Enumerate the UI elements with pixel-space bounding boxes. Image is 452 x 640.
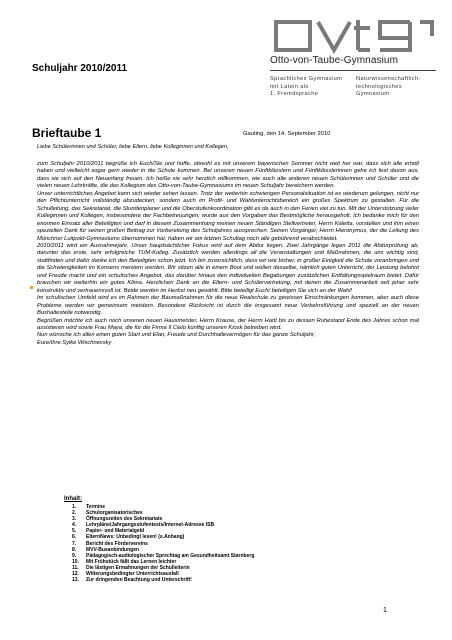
logo-school-name: Otto-von-Taube-Gymnasium: [270, 55, 399, 66]
contents-item-number: 2.: [72, 510, 77, 517]
contents-item-text: Bericht des Fördervereins: [86, 540, 148, 547]
signature: Eure/Ihre Sylke Wischnevsky: [37, 339, 112, 346]
letter-title: Brieftaube 1: [32, 126, 102, 140]
page-number: 1: [383, 607, 387, 614]
paragraph-wishes: Nun wünsche ich allen einen guten Start und Elan, Freude und Durchhaltevermögen für das ganze Schuljahr,: [37, 332, 316, 339]
contents-item-text: Pädagogisch-audiologischer Sprechtag am Gesundheitsamt Starnberg: [86, 552, 255, 559]
contents-item-number: 11.: [72, 564, 79, 571]
letter-body: [37, 161, 419, 347]
contents-item-text: MVV-Busanbindungen: [86, 546, 140, 553]
logo-divider: [270, 70, 436, 71]
contents-item-text: Zur dringenden Beachtung und Unterschrift!: [86, 577, 192, 584]
contents-item-number: 13.: [72, 577, 79, 584]
contents-item-number: 5.: [72, 528, 77, 535]
contents-item-number: 6.: [72, 534, 77, 541]
contents-item-text: Papier- und Materialgeld: [86, 528, 145, 535]
paragraph-staff: Begrüßen möchte ich auch noch unseren neuen Hausmeister, Herrn Krause, der Herrn Hartl bis zu dessen Ruhestand Ende des Jahres schon mal assistieren wird sowie Frau Maya, die für die Firma Il Cielo künftig unseren Kiosk betreiben wird.: [37, 317, 419, 331]
contents-item-text: Lehrpläne/Jahrgangsstufentests/Internet-Adresse ISB: [86, 522, 215, 529]
contents-item-text: Witterungsbedingter Unterrichtsausfall: [86, 571, 179, 578]
school-logo: [270, 16, 436, 99]
ovtg-logo-graphic: [270, 16, 436, 54]
profile-line: Naturwissenschaftlich-: [356, 76, 421, 82]
profile-line: 1. Fremdsprache: [270, 91, 319, 98]
contents-list: [72, 504, 254, 583]
profile-languages: [270, 76, 350, 99]
contents-item-number: 7.: [72, 540, 77, 547]
school-profiles: [270, 76, 436, 99]
paragraph-abitur: 2010/2011 wird ein Ausnahmejahr. Unser hauptsächlicher Fokus wird auf dem Abitur liegen. Zwei Jahrgänge legen 2011 die Abiturprüfung ab, darunter das erste, sehr erfolgreiche TUM-Kolleg. Zusätzlich werden allerdings all die Veranstaltungen und Maßnahmen, die uns wichtig sind, stattfinden und dafür danke ich den Beteiligten schon jetzt. Ich bin zuversichtlich, dass wir wie bisher, in großer Einigkeit die Schule voranbringen und die Schwierigkeiten im Konsens meistern werden. Wir sitzen alle in einem Boot und wollen dasselbe, nämlich guten Unterricht, der Leistung belohnt und Freude macht und ein schulisches Angebot, das darüber hinaus den individuellen Begabungen zusätzlichen Entfaltungsspielraum bietet. Dafür brauchen wir weiterhin ein gutes Klima. Herzlichen Dank an die Eltern- und Schülervertretung, mit denen die Zusammenarbeit seit jeher sehr konstruktiv und vertrauensvoll ist. Beide werden im Herbst neu gewählt. Bitte beteiligt Euch/ beteiligen Sie sich an der Wahl!: [37, 242, 419, 294]
contents-item: [72, 577, 254, 583]
contents-item-text: Termine: [86, 504, 106, 510]
contents-item-number: 12.: [72, 571, 79, 578]
contents-item-text: ElternNews: Unbedingt lesen! (s.Anhang): [86, 534, 185, 541]
profile-science: [356, 76, 436, 99]
contents-label: Inhalt:: [64, 496, 82, 502]
paragraph-construction: Im schulischen Umfeld wird es im Rahmen der Baumaßnahmen für die neue Realschule zu gewissen Einschränkungen kommen, aber auch diese Probleme werden wir gemeinsam meistern. Besondere Rücksicht ist durch die insgesamt neue Verkehrsführung und speziell an der neuen Bushaltestelle notwendig.: [37, 295, 419, 317]
contents-item-text: Öffnungszeiten des Sekretariats: [86, 516, 163, 523]
profile-line: technologisches: [356, 83, 403, 90]
paragraph-welcome: zum Schuljahr 2010/2011 begrüße ich Euch/Sie und hoffe, obwohl es mit unserem bayerischen Sommer nicht weit her war, dass sich alle erholt haben und vielleicht sogar gern wieder in die Schule kommen. Bei unseren neuen Fünftklässlern und Fünftklässlerinnen gehe ich fest davon aus, dass sie sich auf den Neuanfang freuen. Ich heiße sie sehr herzlich willkommen, wie auch alle anderen neuen Schülerinnen und Schüler und die vielen neuen Lehrkräfte, die das Kollegium des Otto-von-Taube-Gymnasiums im neuen Schuljahr bereichern werden.: [37, 161, 419, 190]
contents-item-number: 10.: [72, 558, 79, 565]
letter-greeting: Liebe Schülerinnen und Schüler, liebe Eltern, liebe Kolleginnen und Kollegen,: [37, 144, 229, 150]
contents-item-number: 9.: [72, 552, 77, 559]
contents-item-number: 8.: [72, 546, 77, 553]
contents-item-text: Die lästigen Ermahnungen der Schulleiterin: [86, 564, 190, 571]
contents-item-text: Mit Frühstück fällt das Lernen leichter: [86, 558, 177, 565]
contents-item-number: 3.: [72, 516, 77, 523]
contents-item-number: 4.: [72, 522, 77, 529]
letter-dateline: Gauting, den 14. September 2010: [243, 131, 331, 137]
profile-line: Gymnasium: [356, 91, 390, 98]
profile-line: Sprachliches Gymnasium: [270, 76, 343, 82]
margin-marker: [30, 286, 33, 289]
paragraph-offer: Unser unterrichtliches Angebot kann sich wieder sehen lassen. Trotz der weiterhin schwierigen Personalsituation ist es wiederum gelungen, nicht nur den Pflichtunterricht vollständig abzudecken, sondern auch im Profil- und Wahlunterrichtsbereich ein großes Spektrum zu gestalten. Für die Schulleitung, das Sekretariat, die Stundenplaner und die Oberstufenkoordination gibt es da auch in den Ferien viel zu tun. Mit der Unterstützung vieler Kolleginnen und Kollegen, insbesondere der Fachbetreuungen, wurde aus den Vorgaben das Bestmögliche herausgeholt. Ich bedanke mich für den enormen Einsatz aller Beteiligten und darf in diesem Zusammenhang meinen neuen Ständigen Stellvertreter, Herrn Kaletta, vorstellen und ihm einen speziellen Dank für seinen großen Beitrag zur Vorbereitung des Schuljahres aussprechen. Seinen Vorgänger, Herrn Hieronymus, der die Leitung des Münchner Luitpold-Gymnasiums übernommen hat, haben wir am letzten Schultag noch alle gebührend verabschiedet.: [37, 190, 419, 242]
profile-line: mit Latein als: [270, 83, 309, 90]
contents-item-text: Schulorganisatorisches: [86, 510, 143, 517]
school-year-heading: Schuljahr 2010/2011: [32, 63, 128, 74]
contents-item-number: 1.: [72, 504, 77, 510]
